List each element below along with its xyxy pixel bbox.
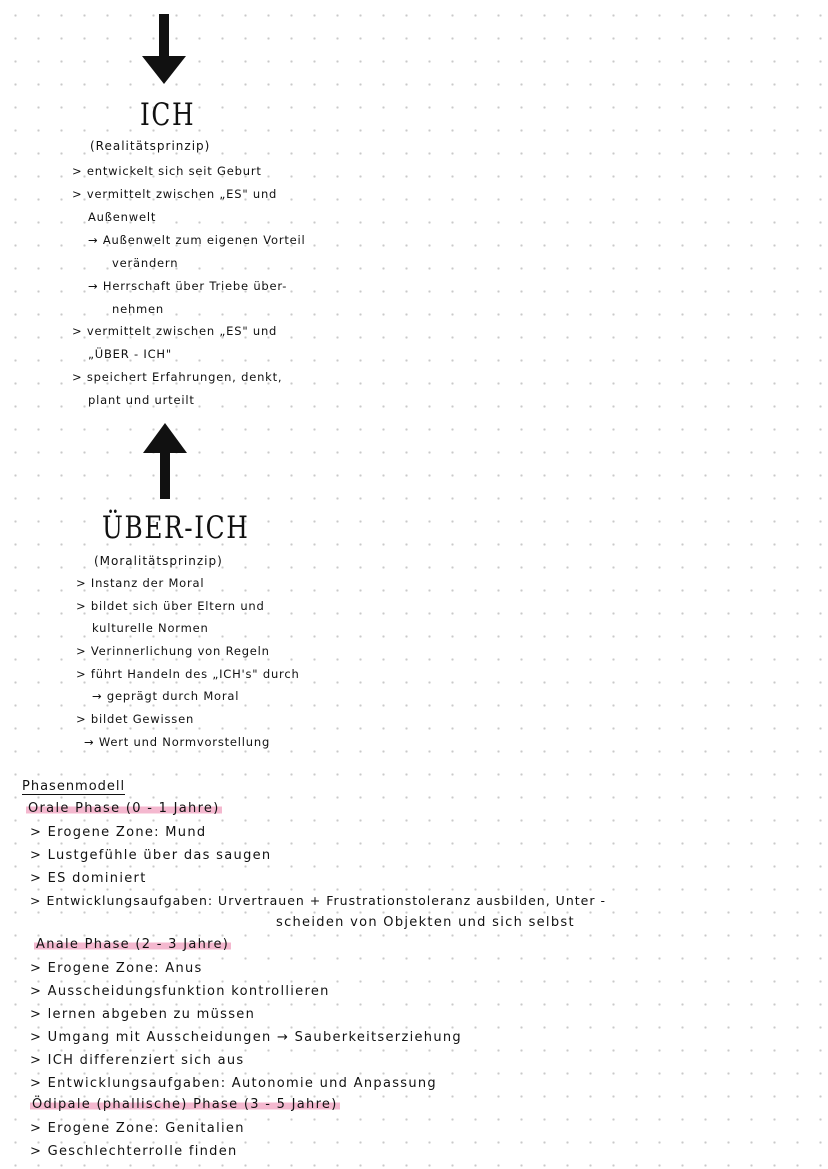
oral-line: scheiden von Objekten und sich selbst (276, 915, 575, 930)
ueberich-line: > bildet sich über Eltern und (76, 599, 265, 613)
oral-line: > Erogene Zone: Mund (30, 825, 207, 840)
ueberich-line: > Instanz der Moral (76, 576, 205, 590)
ich-line: Außenwelt (88, 210, 157, 224)
anal-line: > Erogene Zone: Anus (30, 961, 203, 976)
arrow-down-icon (142, 14, 186, 86)
ich-line: plant und urteilt (88, 393, 195, 407)
ich-line: → Herrschaft über Triebe über- (88, 279, 288, 293)
phasenmodell-title: Phasenmodell (22, 779, 126, 794)
anal-line: > Entwicklungsaufgaben: Autonomie und Anpassung (30, 1076, 437, 1091)
ueberich-title: ÜBER-ICH (102, 510, 250, 546)
arrow-up-icon (143, 423, 187, 499)
ich-subtitle: (Realitätsprinzip) (90, 139, 211, 153)
ueberich-line: → Wert und Normvorstellung (84, 735, 271, 749)
anal-line: > Ausscheidungsfunktion kontrollieren (30, 984, 330, 999)
ueberich-line: kulturelle Normen (92, 621, 209, 635)
oedipal-line: > Erogene Zone: Genitalien (30, 1121, 245, 1136)
ich-line: > entwickelt sich seit Geburt (72, 164, 262, 178)
anal-line: > ICH differenziert sich aus (30, 1053, 245, 1068)
ueberich-line: > bildet Gewissen (76, 712, 195, 726)
ueberich-subtitle: (Moralitätsprinzip) (94, 554, 223, 568)
oral-line: > Lustgefühle über das saugen (30, 848, 272, 863)
ich-title: ICH (140, 97, 196, 133)
anal-line: > Umgang mit Ausscheidungen → Sauberkeitserziehung (30, 1030, 462, 1045)
ich-line: > speichert Erfahrungen, denkt, (72, 370, 283, 384)
oral-line: > Entwicklungsaufgaben: Urvertrauen + Frustrationstoleranz ausbilden, Unter - (30, 893, 606, 908)
oedipal-phase-heading: Ödipale (phallische) Phase (3 - 5 Jahre) (32, 1097, 338, 1112)
ich-line: „ÜBER - ICH" (88, 347, 172, 361)
oral-line: > ES dominiert (30, 871, 147, 886)
ueberich-line: > Verinnerlichung von Regeln (76, 644, 270, 658)
ich-line: > vermittelt zwischen „ES" und (72, 187, 278, 201)
ich-line: → Außenwelt zum eigenen Vorteil (88, 233, 306, 247)
ich-line: nehmen (112, 302, 165, 316)
ich-line: verändern (112, 256, 179, 270)
oral-phase-heading: Orale Phase (0 - 1 Jahre) (28, 801, 220, 816)
anal-phase-heading: Anale Phase (2 - 3 Jahre) (36, 937, 230, 952)
ich-line: > vermittelt zwischen „ES" und (72, 324, 278, 338)
ueberich-line: > führt Handeln des „ICH's" durch (76, 667, 300, 681)
anal-line: > lernen abgeben zu müssen (30, 1007, 256, 1022)
ueberich-line: → geprägt durch Moral (92, 689, 240, 703)
oedipal-line: > Geschlechterrolle finden (30, 1144, 238, 1159)
